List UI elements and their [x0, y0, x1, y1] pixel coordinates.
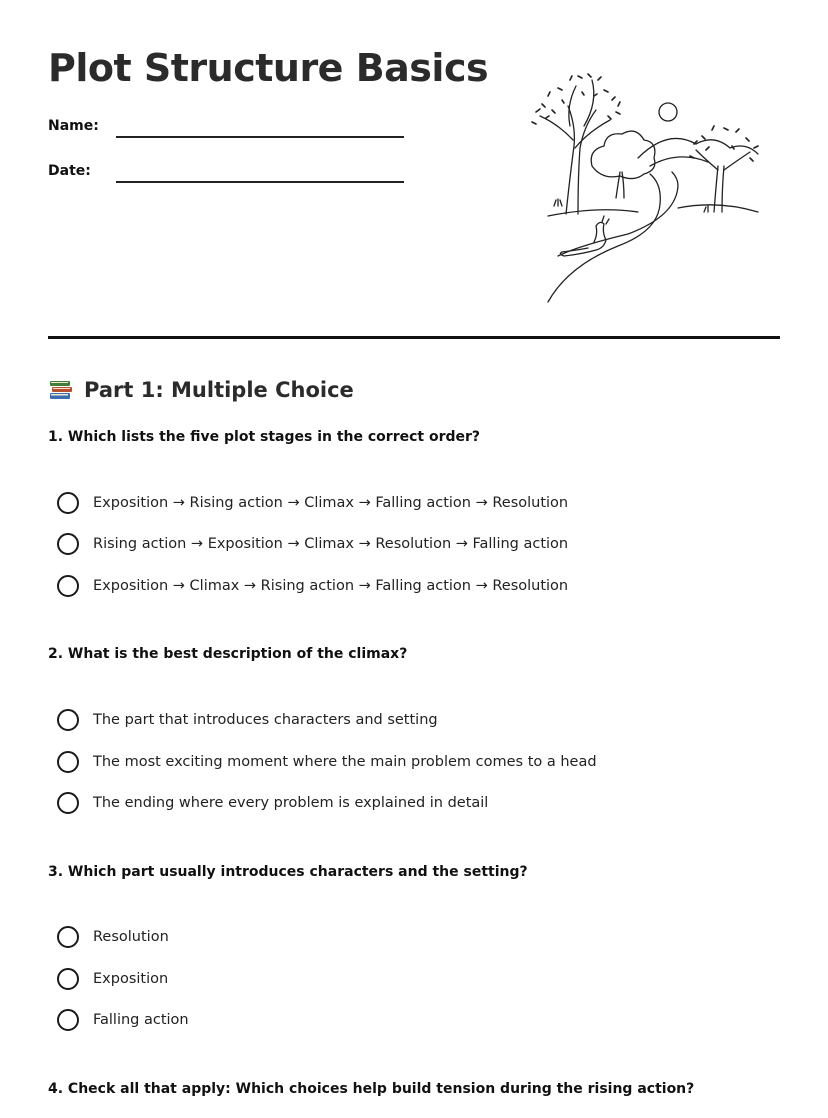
radio-button[interactable]: [57, 492, 79, 514]
part1-heading: [48, 374, 354, 406]
option-label: The part that introduces characters and setting: [93, 712, 438, 728]
landscape-illustration-icon: [518, 66, 768, 306]
option-label: Falling action: [93, 1012, 189, 1028]
question-3: 3. Which part usually introduces characters and the setting?: [48, 864, 528, 880]
date-field: [48, 163, 408, 193]
date-input-line[interactable]: [116, 181, 404, 183]
radio-button[interactable]: [57, 709, 79, 731]
radio-button[interactable]: [57, 751, 79, 773]
q1-option-b[interactable]: [57, 531, 568, 557]
q1-option-a[interactable]: [57, 490, 568, 516]
q3-option-a[interactable]: [57, 924, 169, 950]
question-4: 4. Check all that apply: Which choices help build tension during the rising action?: [48, 1081, 695, 1097]
name-input-line[interactable]: [116, 136, 404, 138]
q3-option-c[interactable]: [57, 1007, 189, 1033]
radio-button[interactable]: [57, 926, 79, 948]
q2-option-b[interactable]: [57, 749, 597, 775]
radio-button[interactable]: [57, 575, 79, 597]
radio-button[interactable]: [57, 1009, 79, 1031]
radio-button[interactable]: [57, 533, 79, 555]
option-label: The ending where every problem is explained in detail: [93, 795, 489, 811]
name-label: Name:: [48, 118, 99, 134]
q2-option-a[interactable]: [57, 707, 438, 733]
q2-option-c[interactable]: [57, 790, 488, 816]
option-label: Resolution: [93, 929, 169, 945]
q1-option-c[interactable]: [57, 573, 568, 599]
question-1: 1. Which lists the five plot stages in the correct order?: [48, 429, 481, 445]
option-label: Exposition → Climax → Rising action → Falling action → Resolution: [93, 578, 569, 594]
name-field: [48, 118, 408, 148]
part1-title: Part 1: Multiple Choice: [84, 378, 354, 402]
radio-button[interactable]: [57, 968, 79, 990]
date-label: Date:: [48, 163, 91, 179]
section-divider: [48, 336, 780, 339]
option-label: Exposition → Rising action → Climax → Falling action → Resolution: [93, 495, 569, 511]
q3-option-b[interactable]: [57, 966, 168, 992]
question-2: 2. What is the best description of the climax?: [48, 646, 408, 662]
page-title: Plot Structure Basics: [48, 46, 489, 90]
books-icon: [48, 377, 74, 403]
option-label: Exposition: [93, 971, 169, 987]
radio-button[interactable]: [57, 792, 79, 814]
option-label: Rising action → Exposition → Climax → Resolution → Falling action: [93, 536, 569, 552]
option-label: The most exciting moment where the main problem comes to a head: [93, 754, 597, 770]
